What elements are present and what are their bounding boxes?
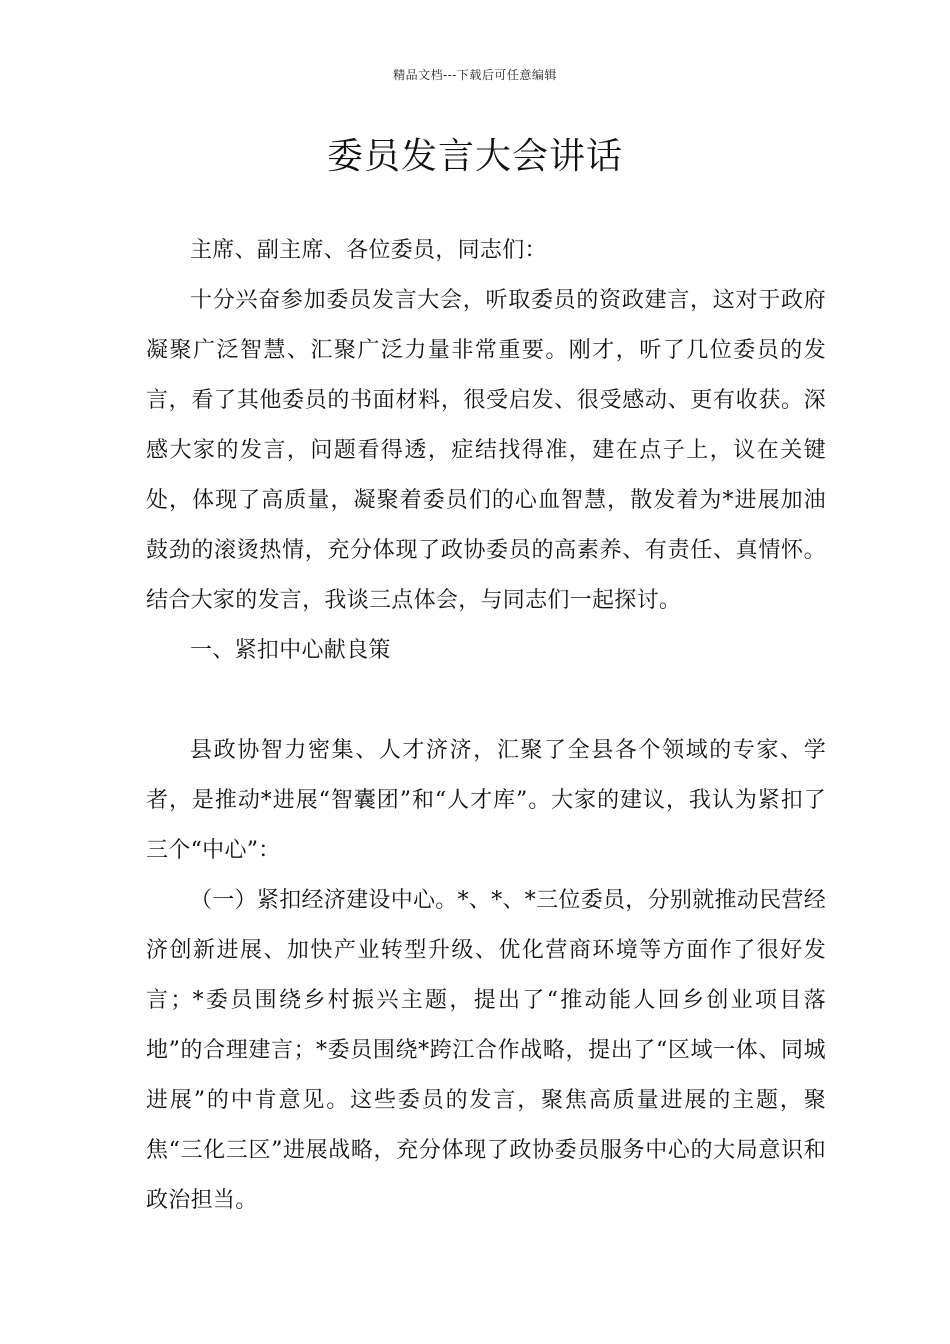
greeting-line: 主席、副主席、各位委员，同志们： [190,238,547,263]
paragraph-intro-centers: 县政协智力密集、人才济济，汇聚了全县各个领域的专家、学者，是推动*进展“智囊团”和“人才库”。大家的建议，我认为紧扣了三个“中心”： [146,738,826,863]
document-title: 委员发言大会讲话 [326,136,623,177]
section-heading-1: 一、紧扣中心献良策 [190,638,391,663]
paragraph-opening: 十分兴奋参加委员发言大会，听取委员的资政建言，这对于政府凝聚广泛智慧、汇聚广泛力量非常重要。刚才，听了几位委员的发言，看了其他委员的书面材料，很受启发、很受感动、更有收获。深感大家的发言，问题看得透，症结找得准，建在点子上，议在关键处，体现了高质量，凝聚着委员们的心血智慧，散发着为*进展加油鼓劲的滚烫热情，充分体现了政协委员的高素养、有责任、真情怀。结合大家的发言，我谈三点体会，与同志们一起探讨。 [146,288,826,613]
header-note: 精品文档---下载后可任意编辑 [393,68,557,82]
paragraph-economic-center: （一）紧扣经济建设中心。*、*、*三位委员，分别就推动民营经济创新进展、加快产业转型升级、优化营商环境等方面作了很好发言；*委员围绕乡村振兴主题，提出了“推动能人回乡创业项目落地”的合理建言；*委员围绕*跨江合作战略，提出了“区域一体、同城进展”的中肯意见。这些委员的发言，聚焦高质量进展的主题，聚焦“三化三区”进展战略，充分体现了政协委员服务中心的大局意识和政治担当。 [146,888,827,1213]
